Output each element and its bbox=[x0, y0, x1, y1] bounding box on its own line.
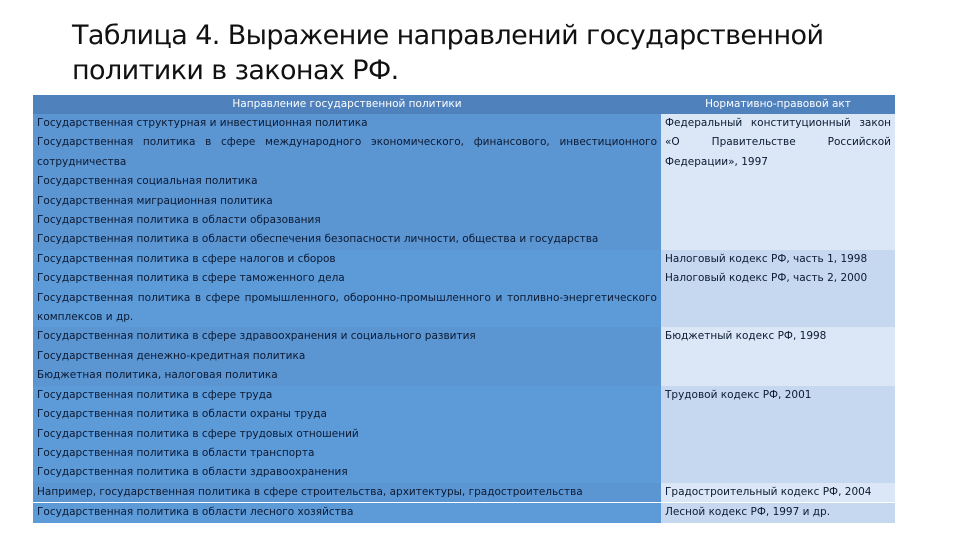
table-row bbox=[33, 114, 895, 250]
direction-item: Государственная миграционная политика bbox=[37, 194, 273, 207]
direction-item: Государственная политика в сфере труда bbox=[37, 388, 273, 401]
direction-item: Государственная политика в области транспорта bbox=[37, 446, 315, 459]
act-item: Налоговый кодекс РФ, часть 1, 1998 bbox=[665, 252, 868, 265]
directions-cell bbox=[33, 114, 661, 250]
direction-item: Государственная политика в сфере налогов и сборов bbox=[37, 252, 336, 265]
act-cell bbox=[661, 503, 895, 523]
column-header-direction: Направление государственной политики bbox=[33, 95, 661, 114]
act-cell bbox=[661, 250, 895, 328]
table-header-row bbox=[33, 95, 895, 114]
table-row bbox=[33, 386, 895, 483]
act-item: Градостроительный кодекс РФ, 2004 bbox=[665, 485, 872, 498]
directions-cell bbox=[33, 327, 661, 385]
table-row bbox=[33, 483, 895, 503]
direction-item: Например, государственная политика в сфере строительства, архитектуры, градостроительства bbox=[37, 485, 583, 498]
act-item: Федеральный конституционный закон «О Правительстве Российской Федерации», 1997 bbox=[665, 117, 891, 168]
act-cell bbox=[661, 386, 895, 483]
direction-item: Государственная политика в сфере промышленного, оборонно-промышленного и топливно-энергетического комплексов и др. bbox=[37, 291, 657, 324]
directions-cell bbox=[33, 483, 661, 503]
direction-item: Государственная структурная и инвестиционная политика bbox=[37, 117, 368, 129]
direction-item: Государственная политика в области обеспечения безопасности личности, общества и государства bbox=[37, 233, 599, 246]
act-item: Трудовой кодекс РФ, 2001 bbox=[665, 388, 812, 401]
table-row bbox=[33, 503, 895, 523]
direction-item: Государственная политика в сфере международного экономического, финансового, инвестиционного сотрудничества bbox=[37, 136, 657, 168]
act-cell bbox=[661, 483, 895, 503]
act-item: Лесной кодекс РФ, 1997 и др. bbox=[665, 506, 831, 519]
directions-cell bbox=[33, 503, 661, 523]
directions-cell bbox=[33, 250, 661, 328]
direction-item: Государственная политика в сфере таможенного дела bbox=[37, 272, 345, 285]
directions-cell bbox=[33, 386, 661, 483]
direction-item: Государственная политика в сфере здравоохранения и социального развития bbox=[37, 330, 476, 343]
act-cell bbox=[661, 327, 895, 385]
page-title: Таблица 4. Выражение направлений государственной политики в законах РФ. bbox=[72, 20, 824, 86]
table-row bbox=[33, 327, 895, 385]
direction-item: Государственная денежно-кредитная политика bbox=[37, 349, 306, 362]
act-item: Бюджетный кодекс РФ, 1998 bbox=[665, 330, 827, 343]
direction-item: Государственная политика в области лесного хозяйства bbox=[37, 506, 354, 519]
direction-item: Государственная политика в области здравоохранения bbox=[37, 466, 348, 479]
act-cell bbox=[661, 114, 895, 250]
direction-item: Государственная политика в области охраны труда bbox=[37, 408, 327, 421]
direction-item: Государственная политика в сфере трудовых отношений bbox=[37, 427, 359, 440]
direction-item: Государственная политика в области образования bbox=[37, 214, 321, 227]
column-header-act: Нормативно-правовой акт bbox=[661, 95, 895, 114]
direction-item: Государственная социальная политика bbox=[37, 175, 258, 188]
act-item: Налоговый кодекс РФ, часть 2, 2000 bbox=[665, 272, 868, 285]
policy-table bbox=[33, 95, 895, 523]
table-row bbox=[33, 250, 895, 328]
direction-item: Бюджетная политика, налоговая политика bbox=[37, 369, 278, 382]
